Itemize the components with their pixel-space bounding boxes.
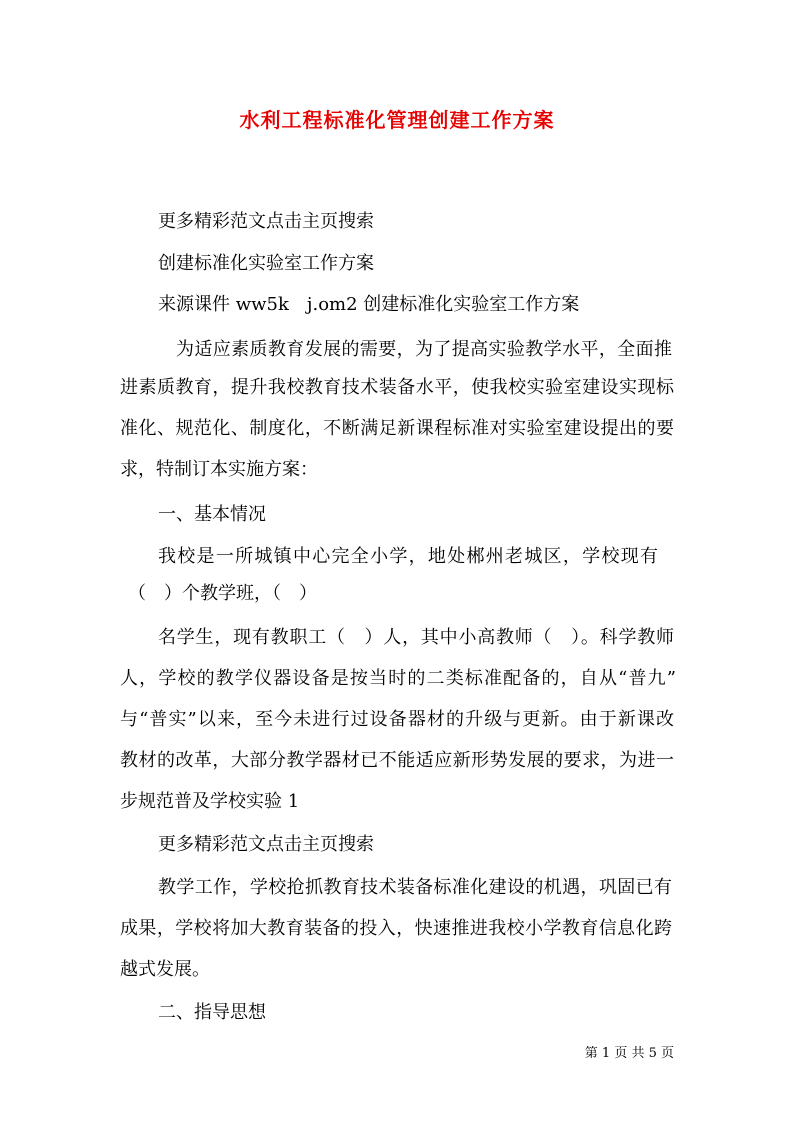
body-line: 成果，学校将加大教育装备的投入，快速推进我校小学教育信息化跨 (120, 918, 672, 939)
body-line: 教学工作，学校抢抓教育技术装备标准化建设的机遇，巩固已有 (158, 877, 672, 898)
page-number: 第 1 页 共 5 页 (584, 1046, 674, 1061)
body-line: 来源课件 ww5k j.om2 创建标准化实验室工作方案 (158, 294, 580, 315)
body-line: 为适应素质教育发展的需要，为了提高实验教学水平，全面推 (176, 339, 672, 360)
body-line: 越式发展。 (120, 959, 210, 980)
body-line: 进素质教育，提升我校教育技术装备水平，使我校实验室建设实现标 (120, 377, 674, 398)
body-line: 更多精彩范文点击主页搜索 (158, 834, 374, 855)
body-line: 步规范普及学校实验 1 (120, 791, 300, 812)
body-line: 创建标准化实验室工作方案 (158, 253, 374, 274)
body-line: 与“普实”以来，至今未进行过设备器材的升级与更新。由于新课改 (120, 709, 674, 730)
body-line: 准化、规范化、制度化，不断满足新课程标准对实验室建设提出的要 (120, 418, 674, 439)
body-line: 更多精彩范文点击主页搜索 (158, 211, 374, 232)
body-line: 名学生，现有教职工（ ）人，其中小高教师（ ）。科学教师 (158, 627, 674, 648)
body-line: 人，学校的教学仪器设备是按当时的二类标准配备的，自从“普九” (120, 668, 676, 689)
body-line: （ ）个教学班，（ ） (128, 583, 317, 604)
body-line: 我校是一所城镇中心完全小学，地处郴州老城区，学校现有 (158, 546, 658, 567)
section-heading: 一、基本情况 (158, 504, 266, 525)
body-line: 教材的改革，大部分教学器材已不能适应新形势发展的要求，为进一 (120, 750, 674, 771)
body-line: 求，特制订本实施方案： (120, 459, 318, 480)
document-title: 水利工程标准化管理创建工作方案 (239, 108, 555, 132)
section-heading: 二、指导思想 (158, 1002, 266, 1023)
